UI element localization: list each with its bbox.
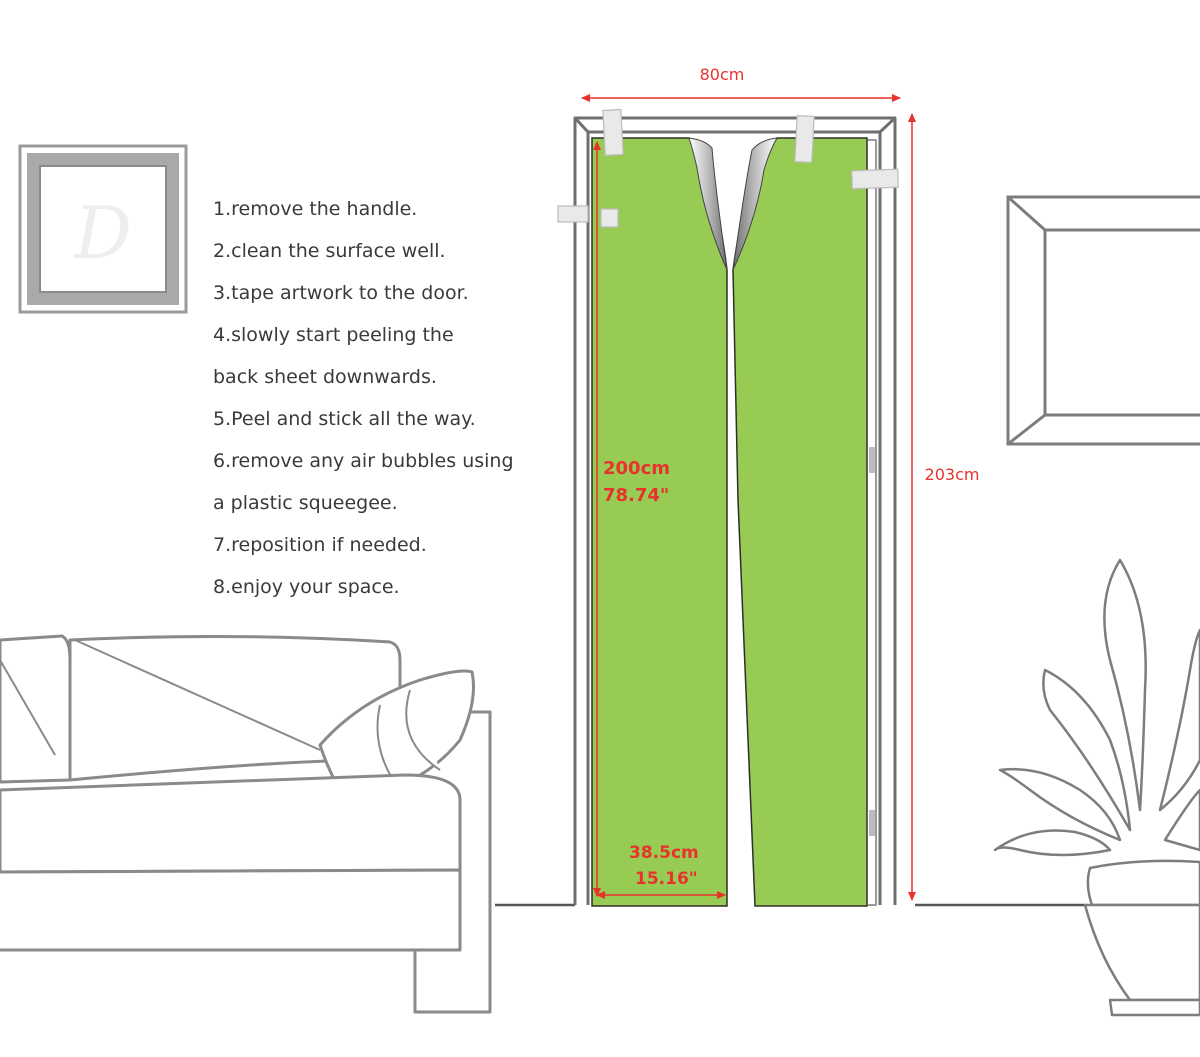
- frame-monogram: D: [74, 191, 132, 275]
- right-sticker-panel: [733, 138, 867, 906]
- step-8: 8.enjoy your space.: [213, 576, 400, 598]
- panel-width-cm-label: 38.5cm: [629, 843, 699, 863]
- wall-picture-frame: [20, 146, 186, 312]
- step-3: 3.tape artwork to the door.: [213, 282, 469, 304]
- door-sticker-panels: [592, 138, 867, 906]
- sofa: [0, 636, 490, 1012]
- step-4-continued: back sheet downwards.: [213, 366, 437, 388]
- frame-height-label: 203cm: [924, 465, 980, 484]
- step-5: 5.Peel and stick all the way.: [213, 408, 476, 430]
- step-2: 2.clean the surface well.: [213, 240, 446, 262]
- step-1: 1.remove the handle.: [213, 198, 418, 220]
- step-4: 4.slowly start peeling the: [213, 324, 454, 346]
- step-6-continued: a plastic squeegee.: [213, 492, 398, 514]
- left-sticker-panel: [592, 138, 727, 906]
- sticker-height-in-label: 78.74": [603, 485, 670, 506]
- sticker-height-cm-label: 200cm: [603, 458, 670, 479]
- step-6: 6.remove any air bubbles using: [213, 450, 514, 472]
- potted-plant: [995, 560, 1200, 1015]
- panel-width-in-label: 15.16": [635, 869, 698, 889]
- width-label: 80cm: [699, 65, 745, 84]
- step-7: 7.reposition if needed.: [213, 534, 427, 556]
- wall-mirror: [1008, 197, 1200, 444]
- installation-steps: [213, 191, 543, 611]
